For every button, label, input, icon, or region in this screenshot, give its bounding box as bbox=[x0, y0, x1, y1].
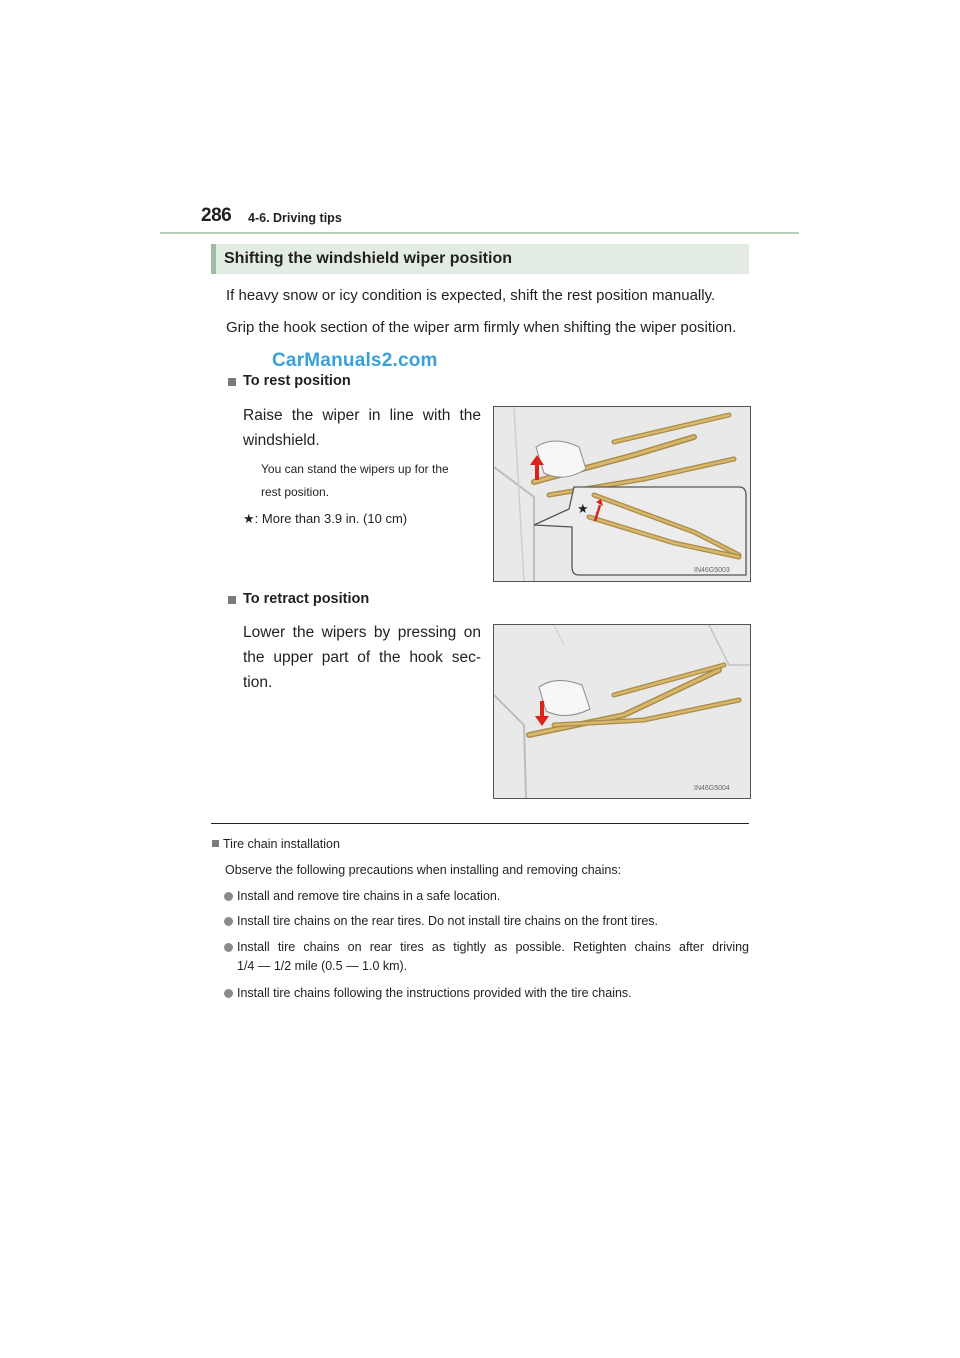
rest-position-figure bbox=[493, 406, 751, 582]
rest-note-line-2: rest position. bbox=[261, 485, 330, 499]
square-bullet-icon bbox=[228, 596, 236, 604]
svg-text:★: ★ bbox=[577, 502, 589, 517]
page-number: 286 bbox=[201, 205, 232, 226]
bullet-dot-icon bbox=[224, 943, 233, 952]
tire-chain-bullet-3-cont: 1/4 — 1/2 mile (0.5 — 1.0 km). bbox=[237, 959, 408, 973]
tire-chain-intro: Observe the following precautions when installing and removing chains: bbox=[225, 863, 622, 877]
figure-code: IN46G5004 bbox=[694, 785, 730, 792]
section-title: Shifting the windshield wiper position bbox=[224, 250, 512, 267]
rest-note-line-1: You can stand the wipers up for the bbox=[261, 462, 449, 476]
tire-chain-heading: Tire chain installation bbox=[223, 837, 340, 851]
bullet-dot-icon bbox=[224, 892, 233, 901]
tire-chain-bullet-3: Install tire chains on rear tires as tightly as possible. Retighten chains after driving bbox=[237, 940, 749, 954]
retract-position-illustration bbox=[494, 625, 750, 798]
retract-line-3: tion. bbox=[243, 674, 273, 691]
tire-chain-bullet-2: Install tire chains on the rear tires. Do not install tire chains on the front tires. bbox=[237, 914, 659, 928]
bullet-dot-icon bbox=[224, 989, 233, 998]
square-bullet-icon bbox=[212, 840, 219, 847]
rest-heading: To rest position bbox=[243, 373, 351, 389]
retract-heading: To retract position bbox=[243, 591, 370, 607]
retract-line-2: the upper part of the hook sec- bbox=[243, 649, 481, 666]
intro-paragraph-2: Grip the hook section of the wiper arm firmly when shifting the wiper position. bbox=[226, 319, 737, 336]
tire-chain-bullet-4: Install tire chains following the instructions provided with the tire chains. bbox=[237, 986, 632, 1000]
rest-line-1: Raise the wiper in line with the bbox=[243, 407, 481, 424]
rest-position-illustration bbox=[494, 407, 750, 581]
bullet-dot-icon bbox=[224, 917, 233, 926]
chapter-title: 4-6. Driving tips bbox=[248, 211, 342, 225]
header-rule bbox=[160, 232, 799, 234]
notes-divider bbox=[211, 823, 749, 824]
retract-position-figure bbox=[493, 624, 751, 799]
tire-chain-bullet-1: Install and remove tire chains in a safe location. bbox=[237, 889, 501, 903]
intro-paragraph-1: If heavy snow or icy condition is expected, shift the rest position manually. bbox=[226, 287, 716, 304]
figure-code: IN46G5003 bbox=[694, 567, 730, 574]
star-note-text: : More than 3.9 in. (10 cm) bbox=[254, 511, 408, 526]
rest-line-2: windshield. bbox=[243, 432, 320, 449]
watermark-logo[interactable]: CarManuals2.com bbox=[272, 350, 438, 371]
square-bullet-icon bbox=[228, 378, 236, 386]
retract-line-1: Lower the wipers by pressing on bbox=[243, 624, 481, 641]
star-icon: ★ bbox=[243, 511, 255, 526]
star-note bbox=[243, 511, 407, 527]
